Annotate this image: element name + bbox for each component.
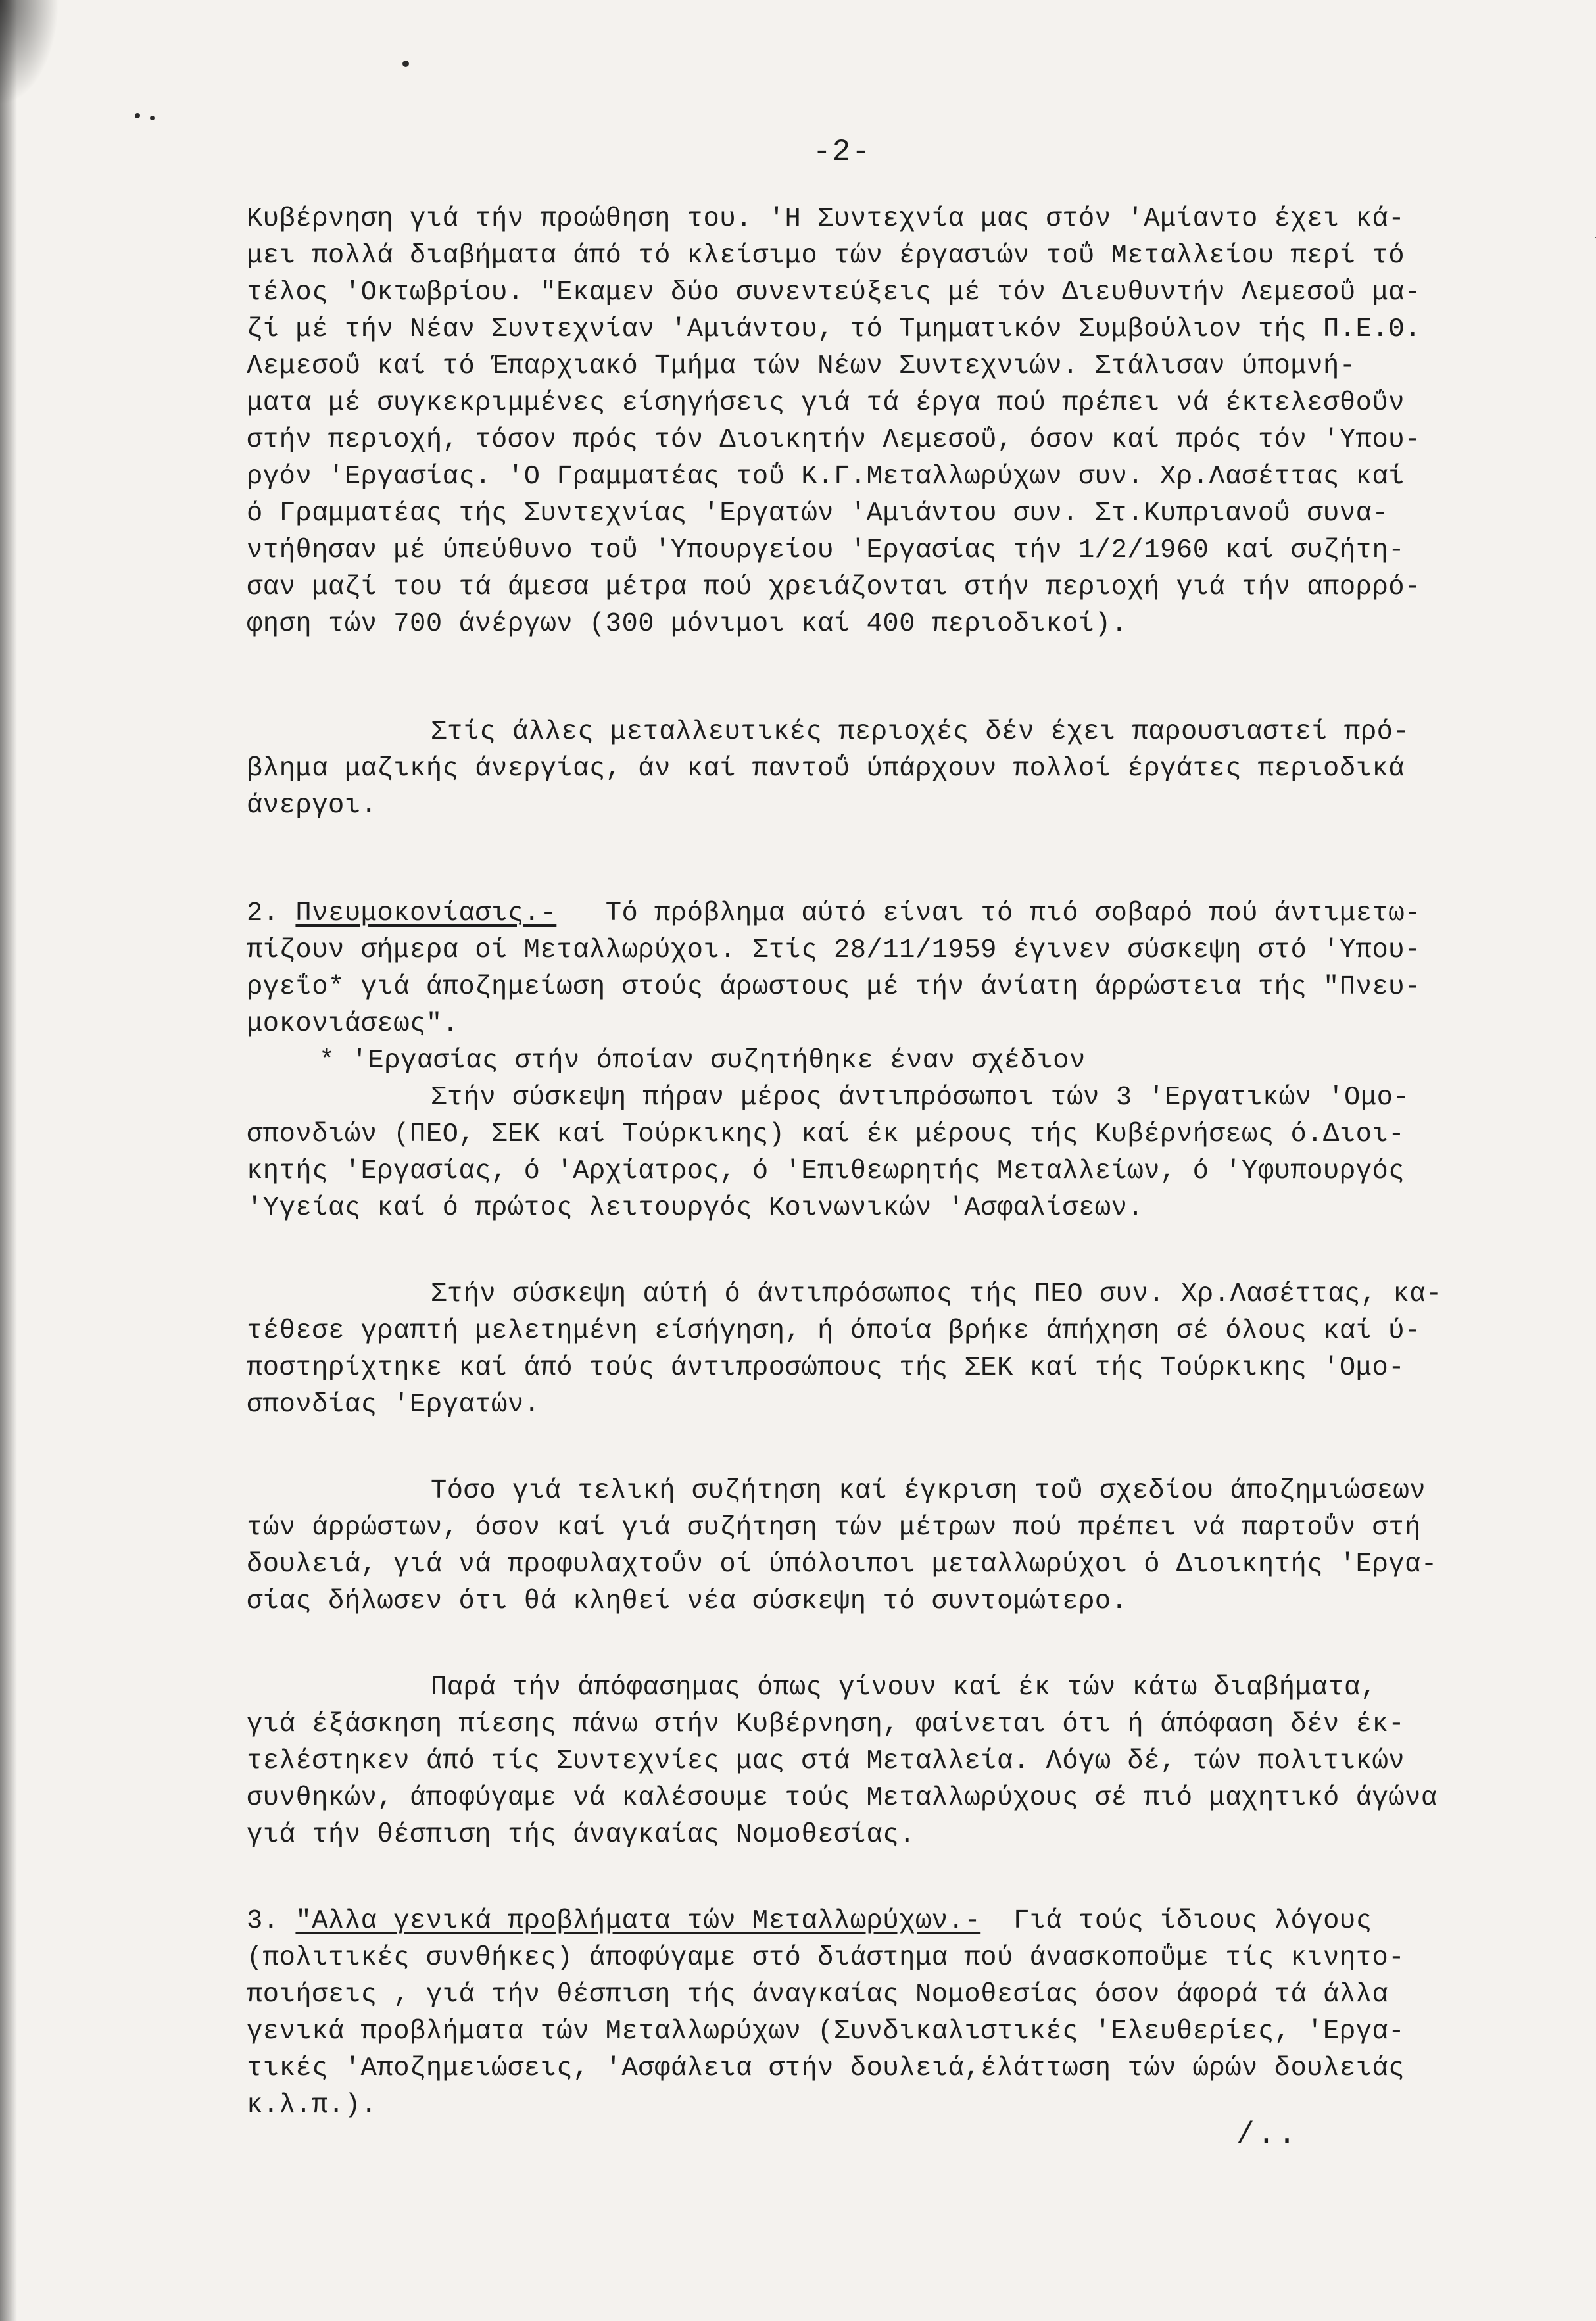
text-line: μοκονιάσεως". [247, 1009, 459, 1039]
section-number: 2. [247, 898, 279, 929]
text-line: ζί μέ τήν Νέαν Συντεχνίαν 'Αμιάντου, τό Τμηματικόν Συμβούλιον τής Π.Ε.Θ. [247, 314, 1421, 345]
scan-corner-stain [0, 0, 59, 105]
text-line: Λεμεσοΰ καί τό Έπαρχιακό Τμήμα τών Νέων Συντεχνιών. Στάλισαν ύπομνή- [247, 351, 1356, 381]
text-line: μει πολλά διαβήματα άπό τό κλείσιμο τών έργασιών τοΰ Μεταλλείου περί τό [247, 241, 1405, 271]
text-line: Στήν σύσκεψη πήραν μέρος άντιπρόσωποι τών 3 'Εργατικών 'Ομο- [431, 1083, 1410, 1113]
text-line: κ.λ.π.). [247, 2090, 377, 2120]
text-line: πίζουν σήμερα οί Μεταλλωρύχοι. Στίς 28/11/1959 έγινεν σύσκεψη στό 'Υπου- [247, 935, 1421, 965]
text-line: ργεΐο* γιά άποζημείωση στούς άρωστους μέ τήν άνίατη άρρώστεια τής "Πνευ- [247, 972, 1421, 1002]
text-line: Τόσο γιά τελική συζήτηση καί έγκριση τοΰ σχεδίου άποζημιώσεων [431, 1476, 1426, 1506]
text-line: ποστηρίχτηκε καί άπό τούς άντιπροσώπους τής ΣΕΚ καί τής Τούρκικης 'Ομο- [247, 1353, 1405, 1383]
text-line: σαν μαζί του τά άμεσα μέτρα πού χρειάζονται στήν περιοχή γιά τήν απορρό- [247, 572, 1421, 602]
text-line: Γιά τούς ίδιους λόγους [1013, 1906, 1372, 1936]
text-line: τελέστηκεν άπό τίς Συντεχνίες μας στά Μεταλλεία. Λόγω δέ, τών πολιτικών [247, 1746, 1405, 1776]
text-line: γενικά προβλήματα τών Μεταλλωρύχων (Συνδικαλιστικές 'Ελευθερίες, 'Εργα- [247, 2016, 1405, 2047]
paragraph-4 [247, 1276, 1496, 1423]
text-line: τικές 'Αποζημειώσεις, 'Ασφάλεια στήν δουλειά,έλάττωση τών ώρών δουλειάς [247, 2053, 1405, 2084]
text-line: κητής 'Εργασίας, ό 'Αρχίατρος, ό 'Επιθεωρητής Μεταλλείων, ό 'Υφυπουργός [247, 1156, 1405, 1186]
section-heading: "Αλλα γενικά προβλήματα τών Μεταλλωρύχων.- [295, 1906, 981, 1936]
paragraph-1 [247, 201, 1496, 643]
text-line: γιά έξάσκηση πίεσης πάνω στήν Κυβέρνηση, φαίνεται ότι ή άπόφαση δέν έκ- [247, 1709, 1405, 1740]
paragraph-2 [247, 714, 1496, 824]
section-heading: Πνευμοκονίασις.- [295, 898, 557, 929]
section-2 [247, 895, 1496, 1079]
text-line: τέθεσε γραπτή μελετημένη είσήγηση, ή όποία βρήκε άπήχηση σέ όλους καί ύ- [247, 1316, 1421, 1346]
text-line: τέλος 'Οκτωβρίου. "Εκαμεν δύο συνεντεύξεις μέ τόν Διευθυντήν Λεμεσοΰ μα- [247, 278, 1421, 308]
text-line: σπονδίας 'Εργατών. [247, 1390, 541, 1420]
section-3 [247, 1903, 1496, 2124]
text-line: 'Υγείας καί ό πρώτος λειτουργός Κοινωνικών 'Ασφαλίσεων. [247, 1193, 1144, 1223]
scan-speck [402, 61, 409, 67]
text-line: Κυβέρνηση γιά τήν προώθηση του. 'Η Συντεχνία μας στόν 'Αμίαντο έχει κά- [247, 204, 1405, 234]
paragraph-3 [247, 1079, 1496, 1227]
text-line: τών άρρώστων, όσον καί γιά συζήτηση τών μέτρων πού πρέπει νά παρτοΰν στή [247, 1513, 1421, 1543]
text-line: Στίς άλλες μεταλλευτικές περιοχές δέν έχει παρουσιαστεί πρό- [431, 717, 1410, 747]
page-number: -2- [813, 135, 871, 169]
text-line: συνθηκών, άποφύγαμε νά καλέσουμε τούς Μεταλλωρύχους σέ πιό μαχητικό άγώνα [247, 1783, 1438, 1813]
scan-speck [135, 113, 140, 118]
section-heading-line [247, 895, 1496, 932]
text-line: άνεργοι. [247, 791, 377, 821]
text-line: Παρά τήν άπόφασημας όπως γίνουν καί έκ τών κάτω διαβήματα, [431, 1673, 1377, 1703]
footnote: * 'Εργασίας στήν όποίαν συζητήθηκε έναν σχέδιον [319, 1046, 1086, 1076]
document-body [247, 201, 1496, 2124]
text-line: ό Γραμματέας τής Συντεχνίας 'Εργατών 'Αμιάντου συν. Στ.Κυπριανοΰ συνα- [247, 499, 1389, 529]
continuation-mark: /.. [1236, 2118, 1299, 2152]
text-line: στήν περιοχή, τόσον πρός τόν Διοικητήν Λεμεσοΰ, όσον καί πρός τόν 'Υπου- [247, 425, 1421, 455]
paragraph-5 [247, 1473, 1496, 1620]
section-heading-line [247, 1903, 1496, 1940]
text-line: βλημα μαζικής άνεργίας, άν καί παντοΰ ύπάρχουν πολλοί έργάτες περιοδικά [247, 754, 1405, 784]
scan-edge-shadow [0, 0, 17, 2321]
text-line: Στήν σύσκεψη αύτή ό άντιπρόσωπος τής ΠΕΟ συν. Χρ.Λασέττας, κα- [431, 1279, 1442, 1309]
text-line: ργόν 'Εργασίας. 'Ο Γραμματέας τοΰ Κ.Γ.Μεταλλωρύχων συν. Χρ.Λασέττας καί [247, 462, 1405, 492]
text-line: δουλειά, γιά νά προφυλαχτοΰν οί ύπόλοιποι μεταλλωρύχοι ό Διοικητής 'Εργα- [247, 1550, 1438, 1580]
text-line: σπονδιών (ΠΕΟ, ΣΕΚ καί Τούρκικης) καί έκ μέρους τής Κυβέρνήσεως ό.Διοι- [247, 1119, 1405, 1150]
text-line: φηση τών 700 άνέργων (300 μόνιμοι καί 400 περιοδικοί). [247, 609, 1128, 639]
paragraph-6 [247, 1669, 1496, 1853]
section-number: 3. [247, 1906, 279, 1936]
scan-speck [150, 116, 155, 120]
text-line: Τό πρόβλημα αύτό είναι τό πιό σοβαρό πού άντιμετω- [605, 898, 1421, 929]
text-line: ματα μέ συγκεκριμμένες είσηγήσεις γιά τά έργα πού πρέπει νά έκτελεσθοΰν [247, 388, 1405, 418]
text-line: (πολιτικές συνθήκες) άποφύγαμε στό διάστημα πού άνασκοποΰμε τίς κινητο- [247, 1943, 1405, 1973]
text-line: σίας δήλωσεν ότι θά κληθεί νέα σύσκεψη τό συντομώτερο. [247, 1586, 1128, 1617]
text-line: ποιήσεις , γιά τήν θέσπιση τής άναγκαίας Νομοθεσίας όσον άφορά τά άλλα [247, 1980, 1389, 2010]
text-line: ντήθησαν μέ ύπεύθυνο τοΰ 'Υπουργείου 'Εργασίας τήν 1/2/1960 καί συζήτη- [247, 535, 1405, 566]
text-line: γιά τήν θέσπιση τής άναγκαίας Νομοθεσίας. [247, 1820, 915, 1850]
